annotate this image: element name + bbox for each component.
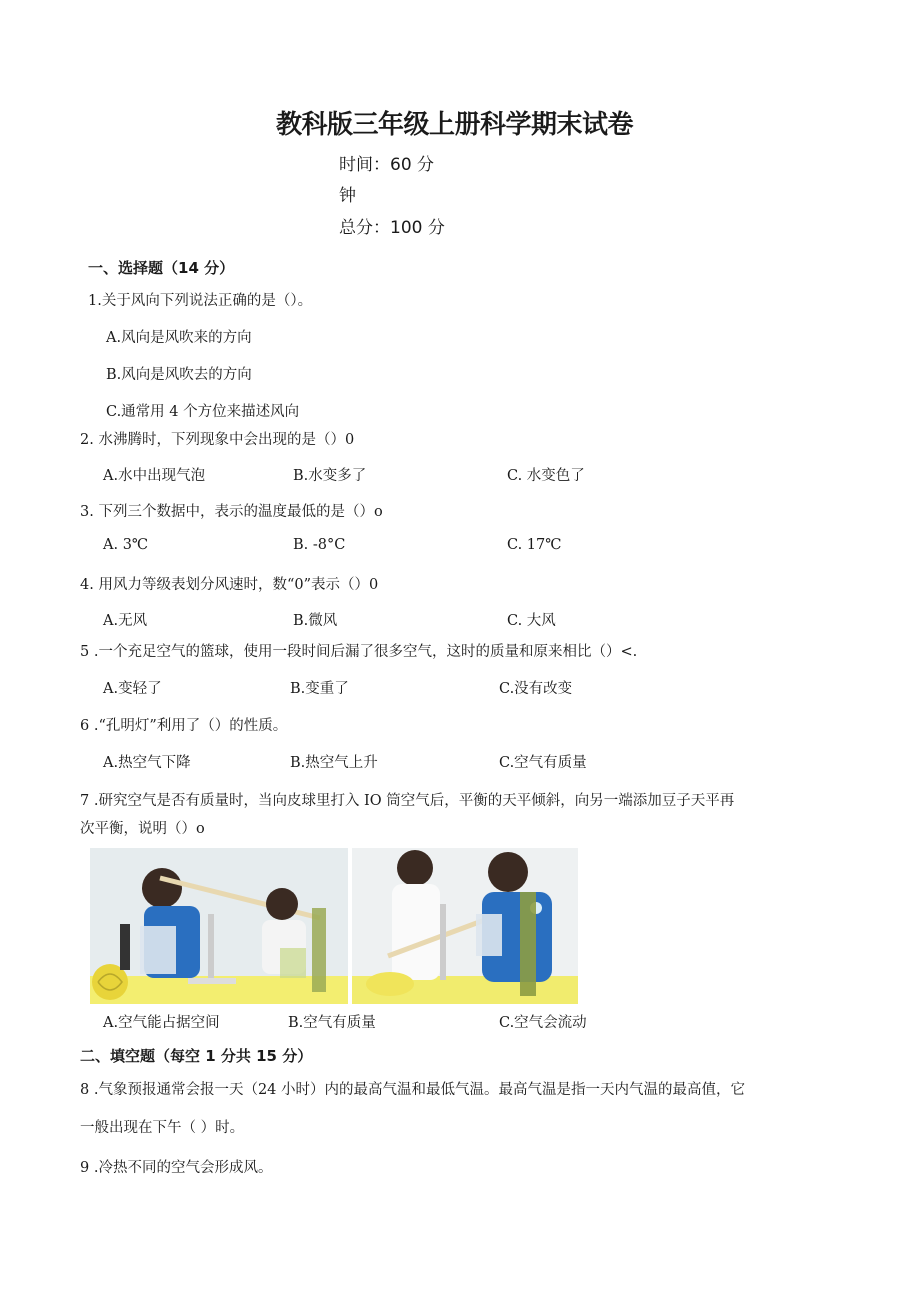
question-6-option-c: C.空气有质量 xyxy=(499,755,587,771)
question-4-option-b: B.微风 xyxy=(293,613,338,629)
section-heading-fill-in: 二、填空题（每空 1 分共 15 分） xyxy=(80,1047,313,1065)
question-7-stem-line1: 7 .研究空气是否有质量时，当向皮球里打入 IO 筒空气后，平衡的天平倾斜，向另一端添加豆子天平再 xyxy=(80,793,735,809)
section-heading-choice: 一、选择题（14 分） xyxy=(88,259,235,277)
question-7-option-b: B.空气有质量 xyxy=(288,1015,376,1031)
question-6-option-a: A.热空气下降 xyxy=(103,755,191,771)
question-4-option-c: C. 大风 xyxy=(507,613,556,629)
question-7-stem-line2: 次平衡，说明（）o xyxy=(80,821,205,837)
question-5-option-a: A.变轻了 xyxy=(103,681,162,697)
question-3-option-b: B. -8°C xyxy=(293,537,346,553)
question-4-stem: 4. 用风力等级表划分风速时，数“0”表示（）0 xyxy=(80,577,379,593)
question-5-stem: 5 .一个充足空气的篮球，使用一段时间后漏了很多空气，这时的质量和原来相比（）<. xyxy=(80,644,638,660)
question-1-stem: 1.关于风向下列说法正确的是（）。 xyxy=(88,293,313,309)
exam-time-line1: 时间：60 分 xyxy=(339,155,435,175)
page-title: 教科版三年级上册科学期末试卷 xyxy=(276,110,634,140)
question-2-stem: 2. 水沸腾时，下列现象中会出现的是（）0 xyxy=(80,432,355,448)
question-5-option-c: C.没有改变 xyxy=(499,681,573,697)
question-9-line1: 9 .冷热不同的空气会形成风。 xyxy=(80,1160,273,1176)
question-8-line1: 8 .气象预报通常会报一天（24 小时）内的最高气温和最低气温。最高气温是指一天内气温的最高值，它 xyxy=(80,1082,745,1098)
exam-total-score: 总分：100 分 xyxy=(339,218,445,238)
question-1-option-b: B.风向是风吹去的方向 xyxy=(106,367,252,383)
question-4-option-a: A.无风 xyxy=(103,613,148,629)
question-6-stem: 6 .“孔明灯”利用了（）的性质。 xyxy=(80,718,288,734)
question-1-option-a: A.风向是风吹来的方向 xyxy=(106,330,252,346)
question-1-option-c: C.通常用 4 个方位来描述风向 xyxy=(106,404,300,420)
experiment-photo xyxy=(90,848,578,1004)
question-7-option-a: A.空气能占据空间 xyxy=(103,1015,220,1031)
question-8-line2: 一般出现在下午（ ）时。 xyxy=(80,1120,245,1136)
question-3-option-a: A. 3℃ xyxy=(103,537,149,553)
question-5-option-b: B.变重了 xyxy=(290,681,349,697)
question-2-option-b: B.水变多了 xyxy=(293,468,367,484)
exam-time-line2: 钟 xyxy=(339,186,356,206)
question-2-option-c: C. 水变色了 xyxy=(507,468,585,484)
question-6-option-b: B.热空气上升 xyxy=(290,755,378,771)
question-7-option-c: C.空气会流动 xyxy=(499,1015,587,1031)
question-3-stem: 3. 下列三个数据中，表示的温度最低的是（）o xyxy=(80,504,383,520)
question-2-option-a: A.水中出现气泡 xyxy=(103,468,206,484)
question-3-option-c: C. 17℃ xyxy=(507,537,562,553)
